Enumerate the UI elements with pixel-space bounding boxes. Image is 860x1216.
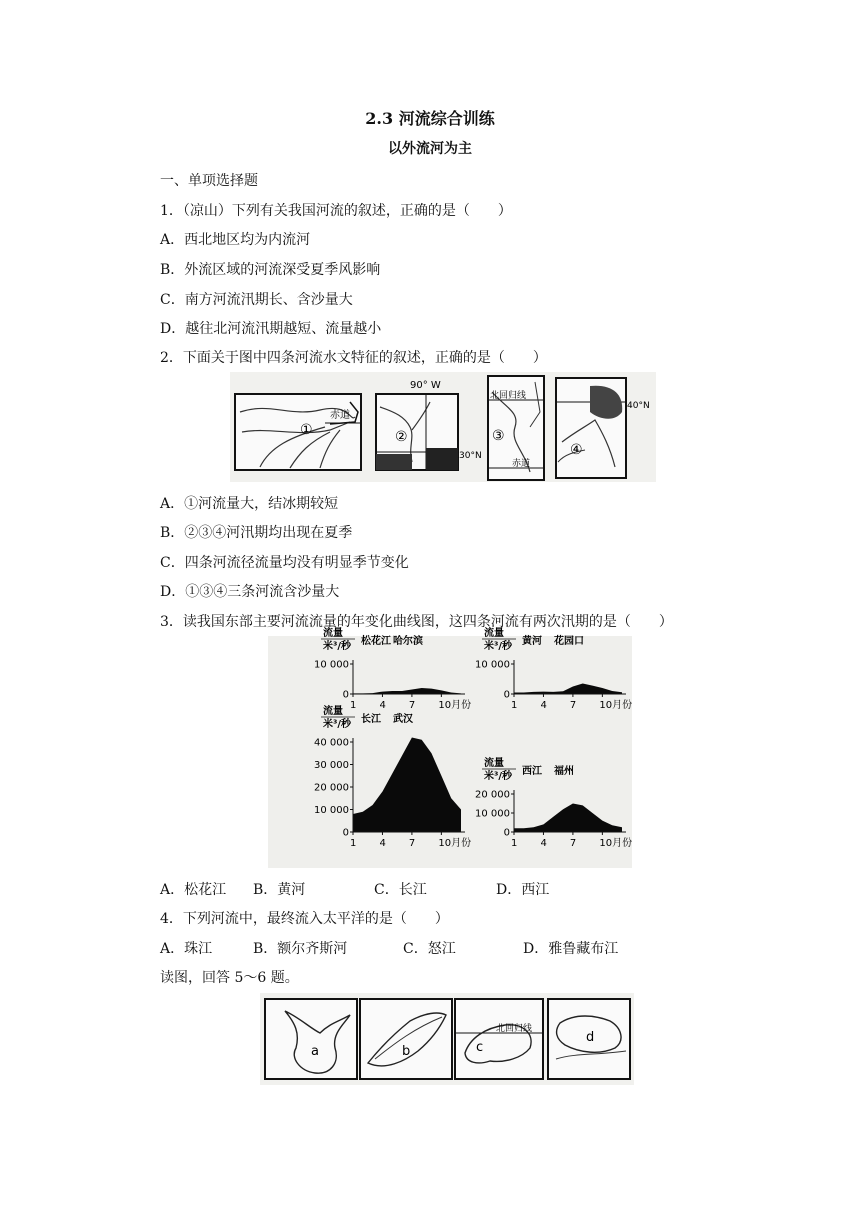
x-tick-label: 1 [350, 700, 357, 711]
map2-longitude-label: 90° W [410, 380, 441, 391]
basin-map-a [265, 999, 357, 1079]
q3-option-a: A．松花江 [160, 882, 227, 898]
map1-number: ① [300, 422, 313, 438]
q4-option-a: A．珠江 [160, 941, 213, 957]
map3-number: ③ [492, 428, 505, 444]
x-tick-label: 7 [569, 838, 577, 849]
basin-a-label: a [311, 1044, 319, 1059]
y-axis-unit: 米³/秒 [323, 641, 352, 652]
x-tick-label: 4 [540, 700, 547, 711]
y-tick-label: 40 000 [314, 737, 349, 749]
station-name: 哈尔滨 [393, 636, 423, 647]
page-title: 2.3 河流综合训练 [365, 109, 495, 128]
y-tick-label: 20 000 [475, 789, 510, 801]
station-name: 花园口 [554, 636, 584, 647]
y-tick-label: 20 000 [314, 782, 349, 794]
q2-option-b: B．②③④河汛期均出现在夏季 [160, 525, 353, 541]
q1-stem: 1．（凉山）下列有关我国河流的叙述，正确的是（ ） [160, 203, 512, 219]
q3-flow-charts [268, 628, 633, 868]
y-tick-label: 0 [342, 827, 349, 839]
x-tick-label: 10月份 [438, 700, 472, 711]
q1-option-b: B．外流区域的河流深受夏季风影响 [160, 262, 381, 278]
y-axis-unit: 米³/秒 [484, 641, 513, 652]
x-tick-label: 4 [379, 838, 386, 849]
q3-option-b: B．黄河 [253, 882, 306, 898]
q3-options [160, 879, 549, 899]
q56-stem: 读图，回答 5～6 题。 [160, 970, 299, 986]
map3-tropic-label: 北回归线 [490, 391, 527, 401]
y-tick-label: 10 000 [314, 659, 349, 671]
q3-option-c: C．长江 [374, 882, 427, 898]
x-tick-label: 4 [379, 700, 386, 711]
y-axis-label: 流量 [484, 758, 504, 769]
q56-river-basin-maps [260, 993, 634, 1085]
x-tick-label: 7 [408, 838, 416, 849]
river-name: 西江 [522, 766, 542, 777]
q3-option-d: D．西江 [496, 882, 550, 898]
x-tick-label: 4 [540, 838, 547, 849]
q2-option-a: A．①河流量大，结冰期较短 [160, 496, 339, 512]
x-tick-label: 7 [408, 700, 416, 711]
q1-option-a: A．西北地区均为内流河 [160, 232, 311, 248]
y-tick-label: 0 [503, 827, 510, 839]
page-subtitle: 以外流河为主 [388, 141, 472, 157]
q4-option-d: D．雅鲁藏布江 [523, 941, 619, 957]
q1-option-d: D．越往北河流汛期越短、流量越小 [160, 321, 382, 337]
q4-options [160, 938, 618, 958]
map-1 [235, 394, 361, 470]
y-axis-label: 流量 [484, 628, 504, 639]
q1-option-c: C．南方河流汛期长、含沙量大 [160, 292, 353, 308]
map1-equator-label: 赤道 [330, 410, 350, 421]
y-axis-unit: 米³/秒 [484, 771, 513, 782]
basin-map-c [455, 999, 543, 1079]
river-name: 松花江 [361, 636, 391, 647]
q2-stem: 2．下面关于图中四条河流水文特征的叙述，正确的是（ ） [160, 350, 547, 366]
q4-stem: 4．下列河流中，最终流入太平洋的是（ ） [160, 911, 449, 927]
q2-option-c: C．四条河流径流量均没有明显季节变化 [160, 555, 409, 571]
x-tick-label: 10月份 [438, 838, 472, 849]
y-axis-unit: 米³/秒 [323, 719, 352, 730]
basin-c-label: c [476, 1040, 484, 1055]
q2-option-d: D．①③④三条河流含沙量大 [160, 584, 340, 600]
y-tick-label: 10 000 [314, 805, 349, 816]
map3-equator-label: 赤道 [512, 459, 531, 469]
q2-river-maps [230, 372, 656, 482]
y-tick-label: 10 000 [475, 808, 510, 820]
river-name: 长江 [361, 714, 381, 725]
x-tick-label: 1 [511, 838, 518, 849]
q4-option-b: B．额尔齐斯河 [253, 941, 348, 957]
y-axis-label: 流量 [323, 628, 343, 639]
basin-b-label: b [402, 1044, 411, 1059]
map-3 [488, 376, 544, 480]
q4-option-c: C．怒江 [403, 941, 456, 957]
x-tick-label: 7 [569, 700, 577, 711]
map2-latitude-label: 30°N [459, 451, 482, 461]
q3-stem: 3．读我国东部主要河流流量的年变化曲线图，这四条河流有两次汛期的是（ ） [160, 614, 673, 630]
x-tick-label: 1 [350, 838, 357, 849]
y-axis-label: 流量 [323, 706, 343, 717]
map4-latitude-label: 40°N [627, 401, 650, 411]
y-tick-label: 0 [342, 689, 349, 701]
x-tick-label: 10月份 [599, 838, 633, 849]
y-tick-label: 0 [503, 689, 510, 701]
x-tick-label: 1 [511, 700, 518, 711]
basin-map-d [548, 999, 630, 1079]
river-name: 黄河 [522, 636, 542, 647]
section-heading: 一、单项选择题 [160, 173, 258, 189]
map4-number: ④ [570, 442, 583, 458]
station-name: 福州 [554, 766, 574, 777]
x-tick-label: 10月份 [599, 700, 633, 711]
basin-c-tropic-label: 北回归线 [496, 1024, 533, 1034]
basin-map-b [360, 999, 452, 1079]
y-tick-label: 10 000 [475, 659, 510, 671]
map2-number: ② [395, 429, 408, 445]
station-name: 武汉 [393, 714, 413, 725]
y-tick-label: 30 000 [314, 760, 349, 771]
basin-d-label: d [586, 1030, 595, 1045]
